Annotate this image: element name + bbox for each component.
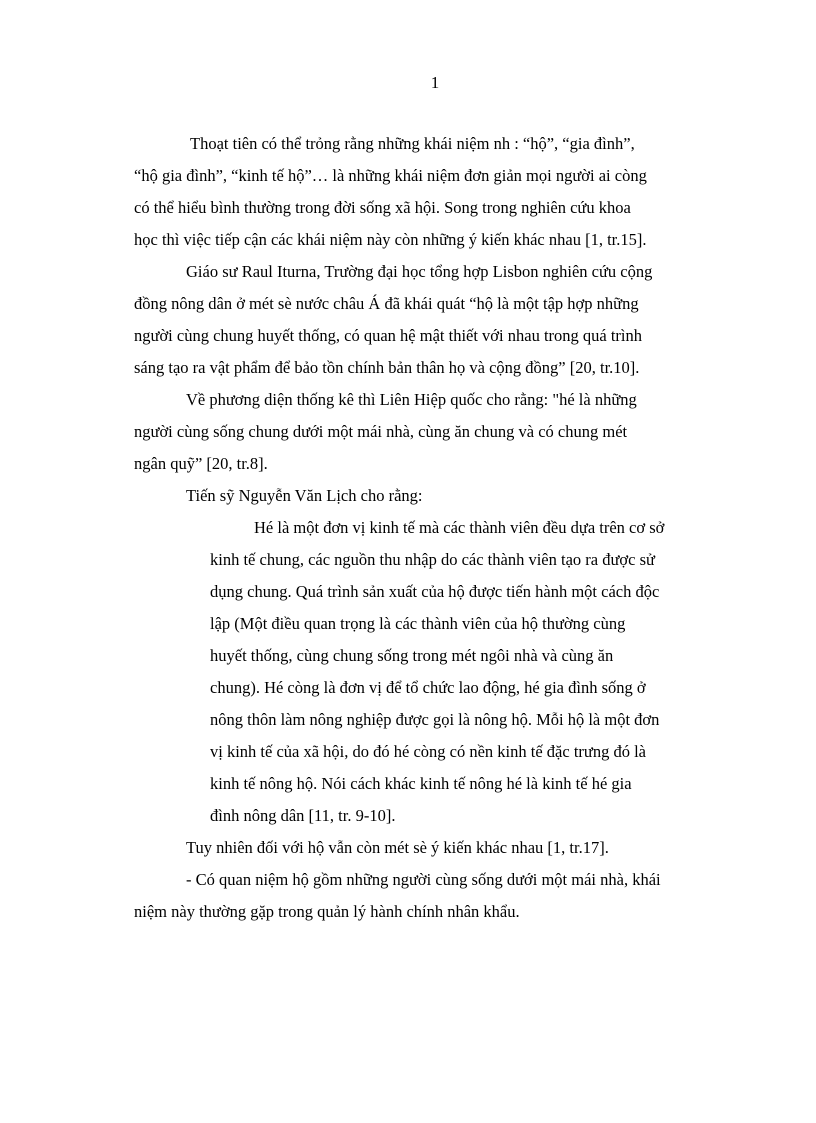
body-line: Thoạt tiên có thể trỏng rằng những khái niệm nh : “hộ”, “gia đình”, <box>190 134 635 153</box>
body-line: học thì việc tiếp cận các khái niệm này còn những ý kiến khác nhau [1, tr.15]. <box>134 230 647 249</box>
body-line: sáng tạo ra vật phẩm để bảo tồn chính bản thân họ và cộng đồng” [20, tr.10]. <box>134 358 640 377</box>
body-line: ngân quỹ” [20, tr.8]. <box>134 454 268 473</box>
body-line: - Có quan niệm hộ gồm những người cùng sống dưới một mái nhà, khái <box>186 870 661 889</box>
quote-line: huyết thống, cùng chung sống trong mét ngôi nhà và cùng ăn <box>210 646 614 665</box>
body-line: niệm này thường gặp trong quản lý hành chính nhân khẩu. <box>134 902 520 921</box>
quote-line: chung). Hé còng là đơn vị để tổ chức lao động, hé gia đình sống ở <box>210 678 646 697</box>
body-line: “hộ gia đình”, “kinh tế hộ”… là những khái niệm đơn giản mọi người ai còng <box>134 166 647 185</box>
body-line: Tiến sỹ Nguyễn Văn Lịch cho rằng: <box>186 486 423 505</box>
body-line: Về phương diện thống kê thì Liên Hiệp quốc cho rằng: "hé là những <box>186 390 637 409</box>
body-line: có thể hiểu bình thường trong đời sống xã hội. Song trong nghiên cứu khoa <box>134 198 631 217</box>
quote-line: vị kinh tế của xã hội, do đó hé còng có nền kinh tế đặc trưng đó là <box>210 742 646 761</box>
quote-line: lập (Một điều quan trọng là các thành viên của hộ thường cùng <box>210 614 626 633</box>
quote-line: đình nông dân [11, tr. 9-10]. <box>210 806 396 825</box>
quote-line: nông thôn làm nông nghiệp được gọi là nông hộ. Mỗi hộ là một đơn <box>210 710 660 729</box>
body-line: người cùng sống chung dưới một mái nhà, cùng ăn chung và có chung mét <box>134 422 628 441</box>
body-line: Tuy nhiên đối với hộ vẫn còn mét sè ý kiến khác nhau [1, tr.17]. <box>186 838 609 857</box>
quote-line: dụng chung. Quá trình sản xuất của hộ được tiến hành một cách độc <box>210 582 660 601</box>
quote-line: kinh tế chung, các nguồn thu nhập do các thành viên tạo ra được sử <box>210 550 655 569</box>
quote-line: Hé là một đơn vị kinh tế mà các thành viên đều dựa trên cơ sở <box>254 518 665 537</box>
body-line: Giáo sư Raul Iturna, Trường đại học tổng hợp Lisbon nghiên cứu cộng <box>186 262 653 281</box>
quote-line: kinh tế nông hộ. Nói cách khác kinh tế nông hé là kinh tế hé gia <box>210 774 632 793</box>
body-line: người cùng chung huyết thống, có quan hệ mật thiết với nhau trong quá trình <box>134 326 643 345</box>
body-line: đồng nông dân ở mét sè nước châu Á đã khái quát “hộ là một tập hợp những <box>134 294 639 313</box>
page-number: 1 <box>430 73 440 92</box>
